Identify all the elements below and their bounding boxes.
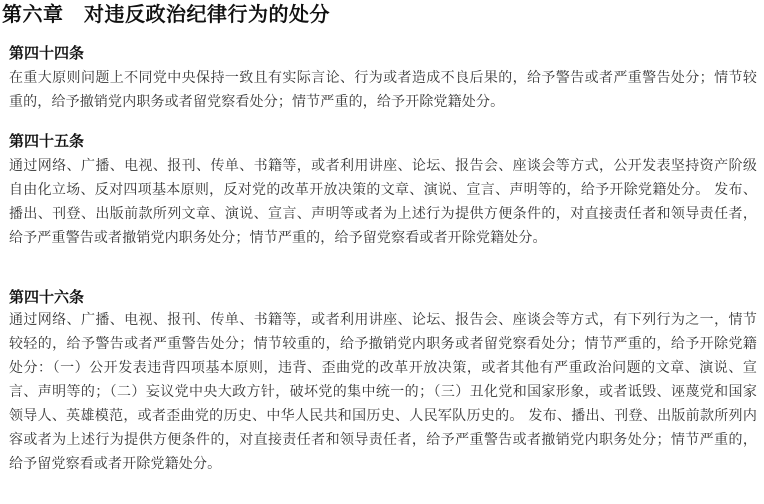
article-44-body: 在重大原则问题上不同党中央保持一致且有实际言论、行为或者造成不良后果的，给予警告或者严重警告处分；情节较重的，给予撤销党内职务或者留党察看处分；情节严重的，给予开除党籍处分。 (9, 70, 757, 110)
article-45-heading: 第四十五条 (9, 132, 85, 150)
chapter-title: 第六章 对违反政治纪律行为的处分 (2, 2, 330, 26)
article-45-body: 通过网络、广播、电视、报刊、传单、书籍等，或者利用讲座、论坛、报告会、座谈会等方式，公开发表坚持资产阶级自由化立场、反对四项基本原则，反对党的改革开放决策的文章、演说、宣言、声明等的，给予开除党籍处分。 发布、播出、刊登、出版前款所列文章、演说、宣言、声明等或者为上述行为提供方便条件的，对直接责任者和领导责任者，给予严重警告或者撤销党内职务处分；情节严重的，给予留党察看或者开除党籍处分。 (9, 158, 757, 246)
article-46-body: 通过网络、广播、电视、报刊、传单、书籍等，或者利用讲座、论坛、报告会、座谈会等方式，有下列行为之一，情节较轻的，给予警告或者严重警告处分；情节较重的，给予撤销党内职务或者留党察看处分；情节严重的，给予开除党籍处分：（一）公开发表违背四项基本原则，违背、歪曲党的改革开放决策，或者其他有严重政治问题的文章、演说、宣言、声明等的；（二）妄议党中央大政方针，破坏党的集中统一的；（三）丑化党和国家形象，或者诋毁、诬蔑党和国家领导人、英雄模范，或者歪曲党的历史、中华人民共和国历史、人民军队历史的。 发布、播出、刊登、出版前款所列内容或者为上述行为提供方便条件的，对直接责任者和领导责任者，给予严重警告或者撤销党内职务处分；情节严重的，给予留党察看或者开除党籍处分。 (9, 312, 757, 472)
article-44-heading: 第四十四条 (9, 44, 85, 62)
article-46-heading: 第四十六条 (9, 288, 85, 306)
